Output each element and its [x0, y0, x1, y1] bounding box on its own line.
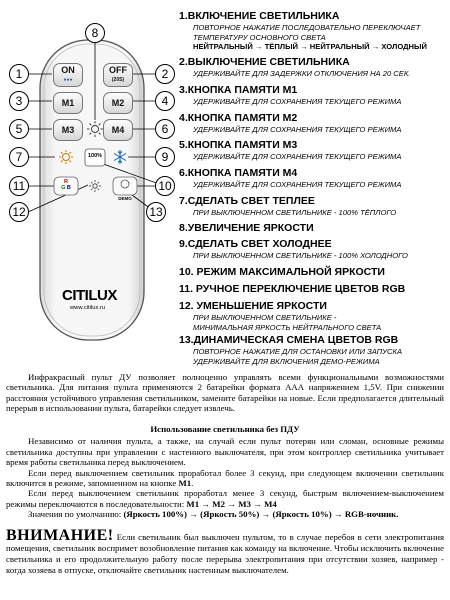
warning-text: Если светильник был выключен пультом, то в случае перебоя в сети электропитания помещения, светильник воспримет возобновление питания как команду на включение. Чтобы исключить включение светильника и его продолжительную работу после перерыва электропитания при отсутствии хозяев, например - когда хозяева в отпуске, отключайте светильник настенным выключателем.	[6, 532, 444, 575]
callout-13: 13	[146, 202, 166, 222]
m1-button-label: M1	[61, 98, 75, 108]
instruction-sequence: НЕЙТРАЛЬНЫЙ → ТЁПЛЫЙ → НЕЙТРАЛЬНЫЙ → ХОЛОДНЫЙ	[193, 42, 427, 52]
callout-4: 4	[155, 91, 175, 111]
instruction-title: 5.КНОПКА ПАМЯТИ М3	[179, 139, 298, 151]
callout-3: 3	[9, 91, 29, 111]
instruction-4	[179, 112, 447, 135]
on-button-label: ON	[61, 65, 75, 75]
instruction-title: 11. РУЧНОЕ ПЕРЕКЛЮЧЕНИЕ ЦВЕТОВ RGB	[179, 283, 406, 295]
on-button-dots: ●●●	[63, 77, 73, 83]
instruction-title: 8.УВЕЛИЧЕНИЕ ЯРКОСТИ	[179, 222, 314, 234]
callout-9: 9	[155, 147, 175, 167]
m2-button[interactable]	[103, 92, 133, 114]
instruction-desc: ТЕМПЕРАТУРУ ОСНОВНОГО СВЕТА	[193, 32, 326, 42]
instruction-12	[179, 300, 447, 332]
intro-paragraph	[6, 372, 444, 414]
instruction-desc: ПРИ ВЫКЛЮЧЕННОМ СВЕТИЛЬНИКЕ - 100% ХОЛОДНОГО	[193, 251, 408, 260]
instruction-desc: УДЕРЖИВАЙТЕ ДЛЯ СОХРАНЕНИЯ ТЕКУЩЕГО РЕЖИМА	[193, 152, 402, 161]
demo-button-label[interactable]: DEMO	[118, 196, 132, 201]
callout-12: 12	[9, 202, 29, 222]
max-brightness-label[interactable]: 100%	[87, 153, 103, 159]
p3-bold: М1 → М2 → М3 → М4	[186, 498, 277, 509]
callout-8: 8	[85, 23, 105, 43]
p3-text: Если перед выключением светильник проработал менее 3 секунд, быстрым включением-выключением режимы переключаются в последовательности:	[6, 488, 444, 509]
instruction-desc: УДЕРЖИВАЙТЕ ДЛЯ ВКЛЮЧЕНИЯ ДЕМО-РЕЖИМА	[193, 356, 380, 366]
no-remote-section	[6, 424, 444, 520]
m1-button[interactable]	[53, 92, 83, 114]
instruction-3	[179, 84, 447, 107]
off-button-sub: (20S)	[111, 77, 125, 83]
intro-text: Инфракрасный пульт ДУ позволяет полноценно управлять всеми функциональными возможностями светильника. Для питания пульта применяются 2 батарейки формата ААА напряжением 1,5V. При снижении расстояния устойчивого управления светильником, замените батарейки на новые. Если предполагается длительный перерыв в использовании пульта, батарейки следует извлечь.	[6, 372, 444, 414]
rgb-r-label: R	[64, 179, 68, 185]
remote-brand-logo: CITILUX	[62, 287, 117, 304]
instruction-11	[179, 283, 447, 296]
instruction-desc: МИНИМАЛЬНАЯ ЯРКОСТЬ НЕЙТРАЛЬНОГО СВЕТА	[193, 322, 382, 332]
instruction-5	[179, 139, 447, 162]
instruction-8	[179, 222, 447, 235]
instruction-7	[179, 195, 447, 218]
warning-paragraph	[6, 527, 444, 576]
no-remote-paragraph-1: Независимо от наличия пульта, а также, на случай если пульт потерян или сломан, основные режимы светильника доступны при управлении с настенного выключателя, при этом контроллер светильника учитывает время работы светильника перед выключением.	[6, 436, 444, 468]
instruction-desc: ПОВТОРНОЕ НАЖАТИЕ ДЛЯ ОСТАНОВКИ ИЛИ ЗАПУСКА	[193, 347, 403, 356]
instruction-9	[179, 238, 447, 261]
p2-end: .	[191, 478, 194, 489]
warning-section	[6, 527, 444, 576]
callout-5: 5	[9, 119, 29, 139]
instruction-desc: УДЕРЖИВАЙТЕ ДЛЯ СОХРАНЕНИЯ ТЕКУЩЕГО РЕЖИМА	[193, 180, 402, 189]
instruction-desc: ПРИ ВЫКЛЮЧЕННОМ СВЕТИЛЬНИКЕ - 100% ТЁПЛОГО	[193, 208, 397, 217]
instruction-desc: УДЕРЖИВАЙТЕ ДЛЯ СОХРАНЕНИЯ ТЕКУЩЕГО РЕЖИМА	[193, 97, 402, 106]
p2-bold: М1	[178, 478, 192, 489]
p4-text: Значения по умолчанию:	[28, 509, 124, 520]
no-remote-title: Использование светильника без ПДУ	[150, 424, 300, 434]
instruction-1	[179, 10, 447, 52]
off-button-label: OFF	[109, 65, 127, 75]
instruction-desc: УДЕРЖИВАЙТЕ ДЛЯ ЗАДЕРЖКИ ОТКЛЮЧЕНИЯ НА 20 СЕК.	[193, 69, 411, 78]
remote-illustration	[0, 0, 182, 348]
instruction-desc: ПОВТОРНОЕ НАЖАТИЕ ПОСЛЕДОВАТЕЛЬНО ПЕРЕКЛЮЧАЕТ	[193, 23, 421, 32]
no-remote-paragraph-3	[6, 488, 444, 509]
instruction-title: 6.КНОПКА ПАМЯТИ М4	[179, 167, 298, 179]
instruction-title: 1.ВКЛЮЧЕНИЕ СВЕТИЛЬНИКА	[179, 10, 340, 22]
rgb-b-label: B	[66, 185, 71, 191]
p4-bold: (Яркость 100%) → (Яркость 50%) → (Яркость 10%) → RGB-ночник.	[123, 509, 399, 520]
m2-button-label: M2	[111, 98, 125, 108]
instruction-10	[179, 266, 447, 279]
callout-1: 1	[9, 64, 29, 84]
rgb-g-label: G	[61, 185, 66, 191]
off-button[interactable]	[103, 63, 133, 87]
callout-7: 7	[9, 147, 29, 167]
p2-text: Если перед выключением светильник проработал более 3 секунд, при следующем включении светильник включится в режиме, запомненном на кнопке	[6, 467, 444, 489]
instruction-desc: ПРИ ВЫКЛЮЧЕННОМ СВЕТИЛЬНИКЕ -	[193, 313, 337, 322]
remote-website: www.citilux.ru	[70, 305, 106, 311]
instruction-title: 2.ВЫКЛЮЧЕНИЕ СВЕТИЛЬНИКА	[179, 56, 350, 68]
no-remote-paragraph-2	[6, 468, 444, 489]
no-remote-defaults	[6, 509, 444, 519]
callout-6: 6	[155, 119, 175, 139]
instruction-desc: УДЕРЖИВАЙТЕ ДЛЯ СОХРАНЕНИЯ ТЕКУЩЕГО РЕЖИМА	[193, 125, 402, 134]
instruction-2	[179, 56, 447, 79]
instruction-title: 9.СДЕЛАТЬ СВЕТ ХОЛОДНЕЕ	[179, 238, 332, 250]
instruction-title: 4.КНОПКА ПАМЯТИ М2	[179, 112, 298, 124]
instruction-title: 12. УМЕНЬШЕНИЕ ЯРКОСТИ	[179, 300, 327, 312]
instruction-13	[179, 334, 447, 366]
instruction-title: 10. РЕЖИМ МАКСИМАЛЬНОЙ ЯРКОСТИ	[179, 266, 385, 278]
rgb-button-label[interactable]	[54, 179, 78, 191]
m3-button-label: M3	[61, 125, 75, 135]
instruction-title: 7.СДЕЛАТЬ СВЕТ ТЕПЛЕЕ	[179, 195, 315, 207]
m3-button[interactable]	[53, 119, 83, 141]
warning-title: ВНИМАНИЕ!	[6, 527, 114, 544]
instruction-title: 3.КНОПКА ПАМЯТИ М1	[179, 84, 298, 96]
on-button[interactable]	[53, 63, 83, 87]
instruction-title: 13.ДИНАМИЧЕСКАЯ СМЕНА ЦВЕТОВ RGB	[179, 334, 399, 346]
m4-button[interactable]	[103, 119, 133, 141]
callout-11: 11	[9, 176, 29, 196]
instruction-6	[179, 167, 447, 190]
callout-10: 10	[155, 176, 175, 196]
callout-2: 2	[155, 64, 175, 84]
m4-button-label: M4	[111, 125, 125, 135]
